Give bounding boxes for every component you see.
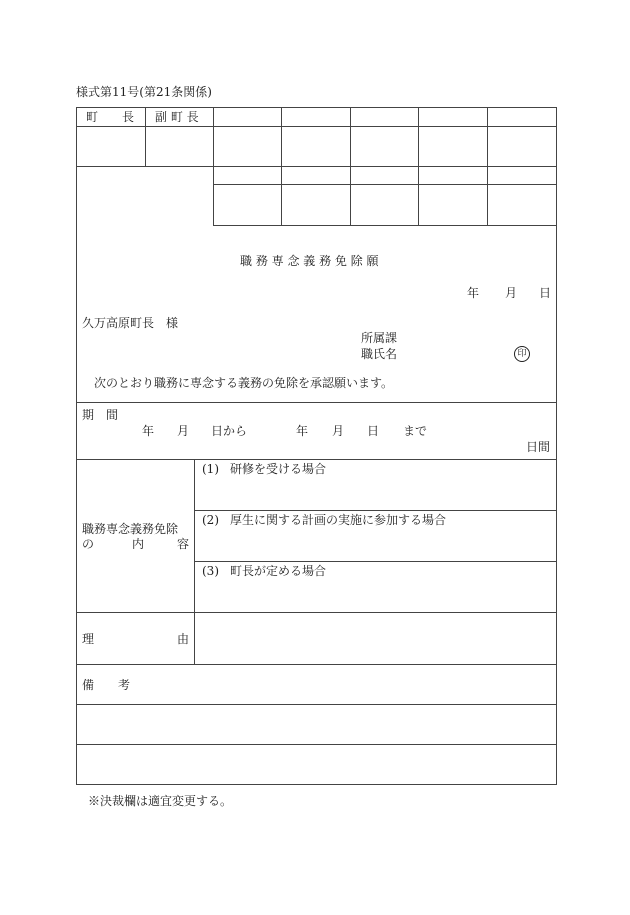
approval-header-line <box>76 126 556 127</box>
approval-header-line-2 <box>213 184 556 185</box>
reason-label-a: 理 <box>82 632 95 646</box>
period-end-year: 年 <box>296 424 309 438</box>
department-label: 所属課 <box>361 331 398 345</box>
content-item-line <box>194 510 556 511</box>
approval-divider <box>418 107 419 225</box>
period-label: 期 間 <box>82 408 119 422</box>
remarks-label: 備 考 <box>82 678 131 692</box>
content-label-line2-a: の <box>82 537 95 551</box>
content-label-line2-c: 容 <box>177 537 190 551</box>
content-label-line1: 職務専念義務免除 <box>82 522 179 536</box>
period-start-month: 月 <box>177 424 190 438</box>
period-until: まで <box>403 424 428 438</box>
content-item-line <box>194 561 556 562</box>
seal-icon: 印 <box>514 346 530 362</box>
form-frame <box>76 107 557 785</box>
period-end-day: 日 <box>367 424 380 438</box>
section-line <box>76 704 556 705</box>
approval-row-line <box>76 166 556 167</box>
approval-divider <box>281 107 282 225</box>
content-item-number: (3) <box>202 564 219 578</box>
addressee: 久万高原町長 様 <box>82 316 179 330</box>
section-line <box>76 744 556 745</box>
deputy-mayor-label: 副 町 長 <box>155 110 199 124</box>
footnote: ※決裁欄は適宜変更する。 <box>88 794 233 808</box>
label-column-divider <box>194 459 195 664</box>
mayor-label: 町 長 <box>86 110 135 124</box>
section-line <box>76 459 556 460</box>
content-item-text: 研修を受ける場合 <box>230 462 327 476</box>
period-days: 日間 <box>526 440 551 454</box>
name-label: 職氏名 <box>361 347 398 361</box>
approval-divider <box>350 107 351 225</box>
section-line <box>76 402 556 403</box>
form-number: 様式第11号(第21条関係) <box>76 85 212 99</box>
page-title: 職 務 専 念 義 務 免 除 願 <box>240 254 379 268</box>
request-text: 次のとおり職務に専念する義務の免除を承認願います。 <box>94 376 394 390</box>
period-start-year: 年 <box>142 424 155 438</box>
content-item-text: 町長が定める場合 <box>230 564 327 578</box>
approval-divider <box>213 107 214 225</box>
date-year: 年 <box>467 286 480 300</box>
date-day: 日 <box>539 286 552 300</box>
content-item-number: (1) <box>202 462 219 476</box>
content-label-line2-b: 内 <box>132 537 145 551</box>
content-item-number: (2) <box>202 513 219 527</box>
content-item-text: 厚生に関する計画の実施に参加する場合 <box>230 513 447 527</box>
reason-label-b: 由 <box>177 632 190 646</box>
section-line <box>76 612 556 613</box>
approval-divider <box>487 107 488 225</box>
period-start-day: 日から <box>211 424 248 438</box>
section-line <box>76 664 556 665</box>
period-end-month: 月 <box>332 424 345 438</box>
approval-bottom-line <box>213 225 556 226</box>
approval-divider <box>145 107 146 166</box>
date-month: 月 <box>505 286 518 300</box>
